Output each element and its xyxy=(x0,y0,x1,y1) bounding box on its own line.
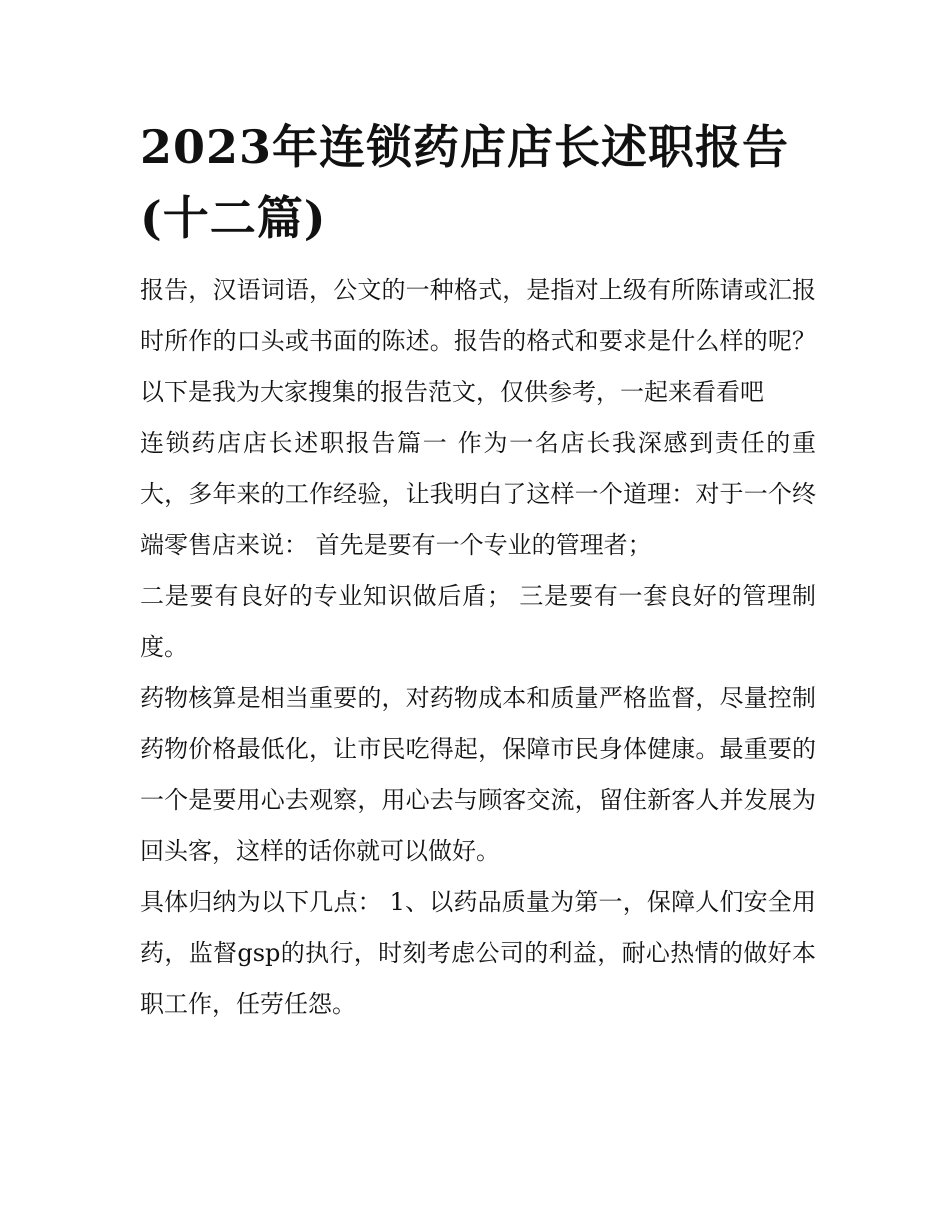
paragraph-accounting: 药物核算是相当重要的，对药物成本和质量严格监督，尽量控制药物价格最低化，让市民吃得起，保障市民身体健康。最重要的一个是要用心去观察，用心去与顾客交流，留住新客人并发展为回头客，这样的话你就可以做好。 xyxy=(140,683,816,865)
document-body xyxy=(140,112,816,1030)
paragraph-intro: 报告，汉语词语，公文的一种格式，是指对上级有所陈请或汇报时所作的口头或书面的陈述。报告的格式和要求是什么样的呢？以下是我为大家搜集的报告范文，仅供参考，一起来看看吧 xyxy=(140,275,816,406)
document-title: 2023年连锁药店店长述职报告(十二篇) xyxy=(140,120,790,246)
paragraph-points-two-three: 二是要有良好的专业知识做后盾； 三是要有一套良好的管理制度。 xyxy=(140,581,816,661)
paragraph-summary-points: 具体归纳为以下几点： 1、以药品质量为第一，保障人们安全用药，监督gsp的执行，时刻考虑公司的利益，耐心热情的做好本职工作，任劳任怨。 xyxy=(140,887,816,1018)
paragraph-section-one: 连锁药店店长述职报告篇一 作为一名店长我深感到责任的重大，多年来的工作经验，让我明白了这样一个道理：对于一个终端零售店来说： 首先是要有一个专业的管理者； xyxy=(140,428,816,559)
